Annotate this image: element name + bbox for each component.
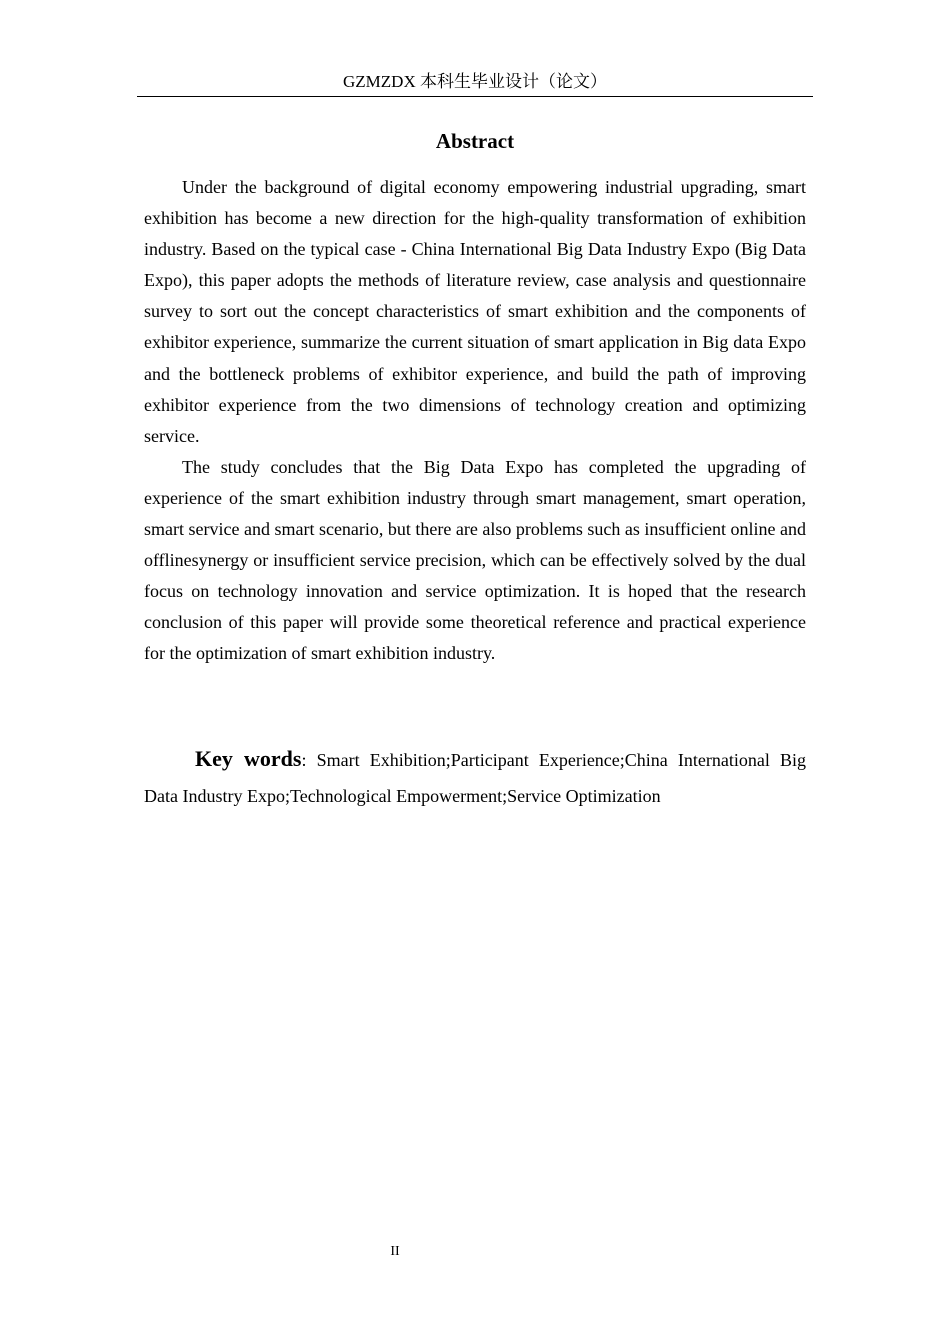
abstract-title: Abstract — [435, 129, 515, 153]
keywords-line — [144, 741, 806, 814]
keywords-text: Smart Exhibition;Participant Experience;China International Big Data Industry Expo;Technological Empowerment;Service Optimization — [144, 750, 807, 806]
page-number: II — [390, 1244, 400, 1259]
abstract-paragraph-2: The study concludes that the Big Data Expo has completed the upgrading of experience of the smart exhibition industry through smart management, smart operation, smart service and smart scenario, but there are also problems such as insufficient online and offlinesynergy or insufficient service precision, which can be effectively solved by the dual focus on technology innovation and service optimization. It is hoped that the research conclusion of this paper will provide some theoretical reference and practical experience for the optimization of smart exhibition industry. — [144, 456, 806, 664]
running-header: GZMZDX 本科生毕业设计（论文） — [137, 70, 813, 97]
keywords-label: Key words — [195, 746, 302, 771]
abstract-paragraph-1: Under the background of digital economy empowering industrial upgrading, smart exhibition has become a new direction for the high-quality transformation of exhibition industry. Based on the typical case - China International Big Data Industry Expo (Big Data Expo), this paper adopts the methods of literature review, case analysis and questionnaire survey to sort out the concept characteristics of smart exhibition and the components of exhibitor experience, summarize the current situation of smart application in Big data Expo and the bottleneck problems of exhibitor experience, and build the path of improving exhibitor experience from the two dimensions of technology creation and optimizing service. — [144, 177, 806, 446]
abstract-body — [144, 172, 806, 670]
keywords-separator: : — [301, 750, 317, 770]
